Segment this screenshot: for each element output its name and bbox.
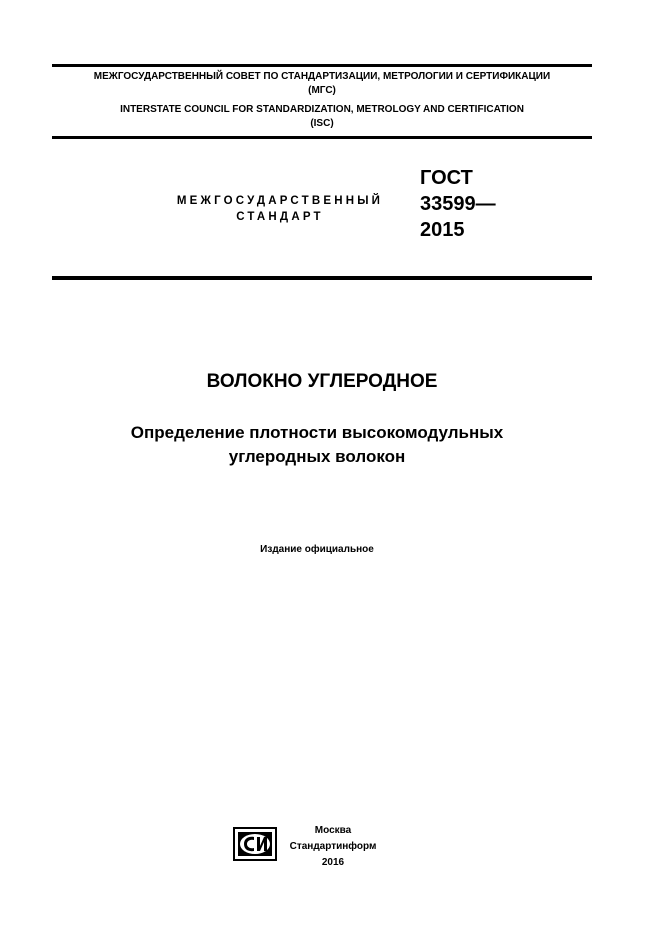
standard-kind xyxy=(150,193,410,225)
document-subtitle xyxy=(52,421,582,469)
bottom-rule xyxy=(52,276,592,280)
council-name-en xyxy=(52,103,592,131)
standard-kind-line2: СТАНДАРТ xyxy=(236,211,324,223)
standartinform-logo-icon xyxy=(233,827,277,861)
gost-label: ГОСТ xyxy=(420,167,473,189)
top-rule xyxy=(52,64,592,67)
edition-label: Издание официальное xyxy=(260,544,374,555)
publisher-city: Москва xyxy=(314,825,352,836)
document-title: ВОЛОКНО УГЛЕРОДНОЕ xyxy=(206,371,438,392)
publisher-year: 2016 xyxy=(321,857,345,868)
council-abbr-en: (ISC) xyxy=(310,118,334,129)
council-abbr-ru: (МГС) xyxy=(308,85,336,96)
gost-year: 2015 xyxy=(420,219,465,241)
standard-kind-line1: МЕЖГОСУДАРСТВЕННЫЙ xyxy=(176,195,384,207)
gost-designation xyxy=(420,165,496,243)
middle-rule xyxy=(52,136,592,139)
council-name-ru-line: МЕЖГОСУДАРСТВЕННЫЙ СОВЕТ ПО СТАНДАРТИЗАЦИИ, МЕТРОЛОГИИ И СЕРТИФИКАЦИИ xyxy=(93,71,551,82)
council-name-en-line: INTERSTATE COUNCIL FOR STANDARDIZATION, METROLOGY AND CERTIFICATION xyxy=(120,104,524,115)
gost-number: 33599— xyxy=(420,193,496,215)
publisher-name: Стандартинформ xyxy=(289,841,377,852)
document-subtitle-line2: углеродных волокон xyxy=(228,447,406,466)
document-subtitle-line1: Определение плотности высокомодульных xyxy=(130,423,504,442)
council-name-ru xyxy=(52,70,592,98)
publisher-block xyxy=(278,823,388,871)
